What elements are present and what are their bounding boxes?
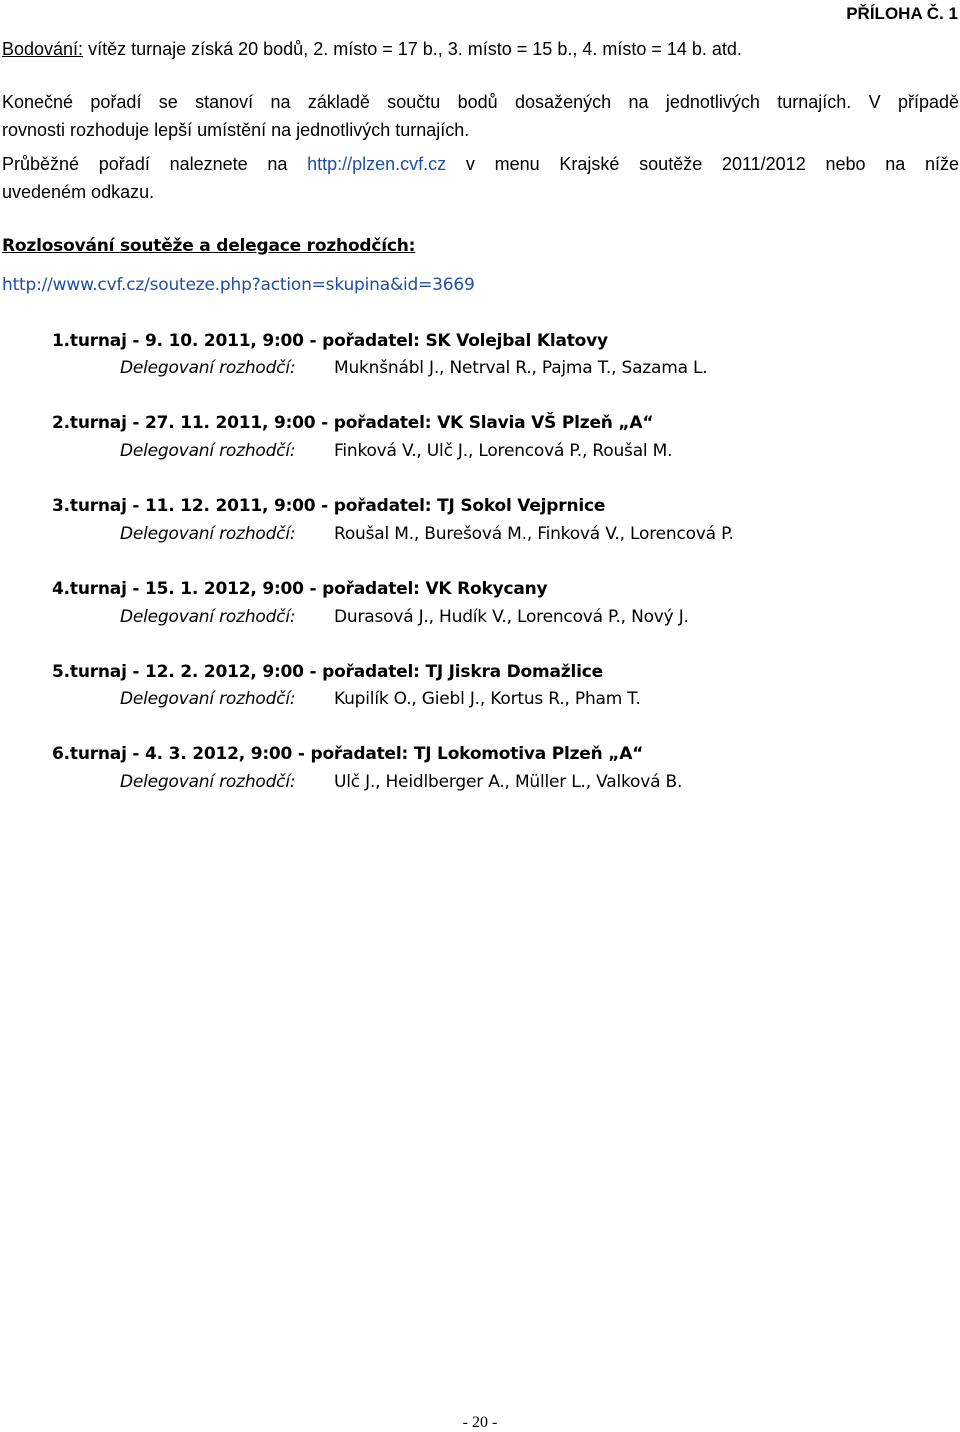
referees-label: Delegovaní rozhodčí: [120,772,296,792]
tournament-title: 3.turnaj - 11. 12. 2011, 9:00 - pořadatel: TJ Sokol Vejprnice [52,496,606,516]
tournament-title: 1.turnaj - 9. 10. 2011, 9:00 - pořadatel: SK Volejbal Klatovy [52,331,608,351]
referees-label: Delegovaní rozhodčí: [120,358,296,378]
tournament-title: 2.turnaj - 27. 11. 2011, 9:00 - pořadatel: VK Slavia VŠ Plzeň „A“ [52,413,654,433]
tournament-title: 4.turnaj - 15. 1. 2012, 9:00 - pořadatel: VK Rokycany [52,579,548,599]
standings-line-2: uvedeném odkazu. [2,182,155,202]
standings-suffix: v menu Krajské soutěže 2011/2012 nebo na níže [446,154,959,174]
tournament-title: 5.turnaj - 12. 2. 2012, 9:00 - pořadatel: TJ Jiskra Domažlice [52,662,603,682]
standings-link[interactable]: http://plzen.cvf.cz [307,154,447,174]
scoring-label: Bodování: [2,39,84,59]
tournament-title: 6.turnaj - 4. 3. 2012, 9:00 - pořadatel: TJ Lokomotiva Plzeň „A“ [52,744,644,764]
referees-names: Muknšnábl J., Netrval R., Pajma T., Sazama L. [334,358,708,378]
referees-label: Delegovaní rozhodčí: [120,441,296,461]
referees-names: Durasová J., Hudík V., Lorencová P., Nový J. [334,607,689,627]
referees-label: Delegovaní rozhodčí: [120,607,296,627]
final-order-line-1: Konečné pořadí se stanoví na základě součtu bodů dosažených na jednotlivých turnajích. V případě [2,92,959,112]
scoring-line [2,39,742,60]
referees-label: Delegovaní rozhodčí: [120,689,296,709]
standings-prefix: Průběžné pořadí naleznete na [2,154,308,174]
page-number: - 20 - [462,1414,498,1431]
referees-names: Roušal M., Burešová M., Finková V., Lorencová P. [334,524,734,544]
draw-url-link[interactable]: http://www.cvf.cz/souteze.php?action=skupina&id=3669 [2,275,475,295]
standings-line-1 [2,154,959,175]
scoring-text: vítěz turnaje získá 20 bodů, 2. místo = 17 b., 3. místo = 15 b., 4. místo = 14 b. atd. [83,39,742,59]
final-order-line-2: rovnosti rozhoduje lepší umístění na jednotlivých turnajích. [2,120,470,140]
referees-names: Kupilík O., Giebl J., Kortus R., Pham T. [334,689,641,709]
draw-heading: Rozlosování soutěže a delegace rozhodčích: [2,236,416,256]
referees-label: Delegovaní rozhodčí: [120,524,296,544]
referees-names: Ulč J., Heidlberger A., Müller L., Valková B. [334,772,683,792]
annex-label: PŘÍLOHA Č. 1 [846,4,958,23]
referees-names: Finková V., Ulč J., Lorencová P., Roušal M. [334,441,673,461]
